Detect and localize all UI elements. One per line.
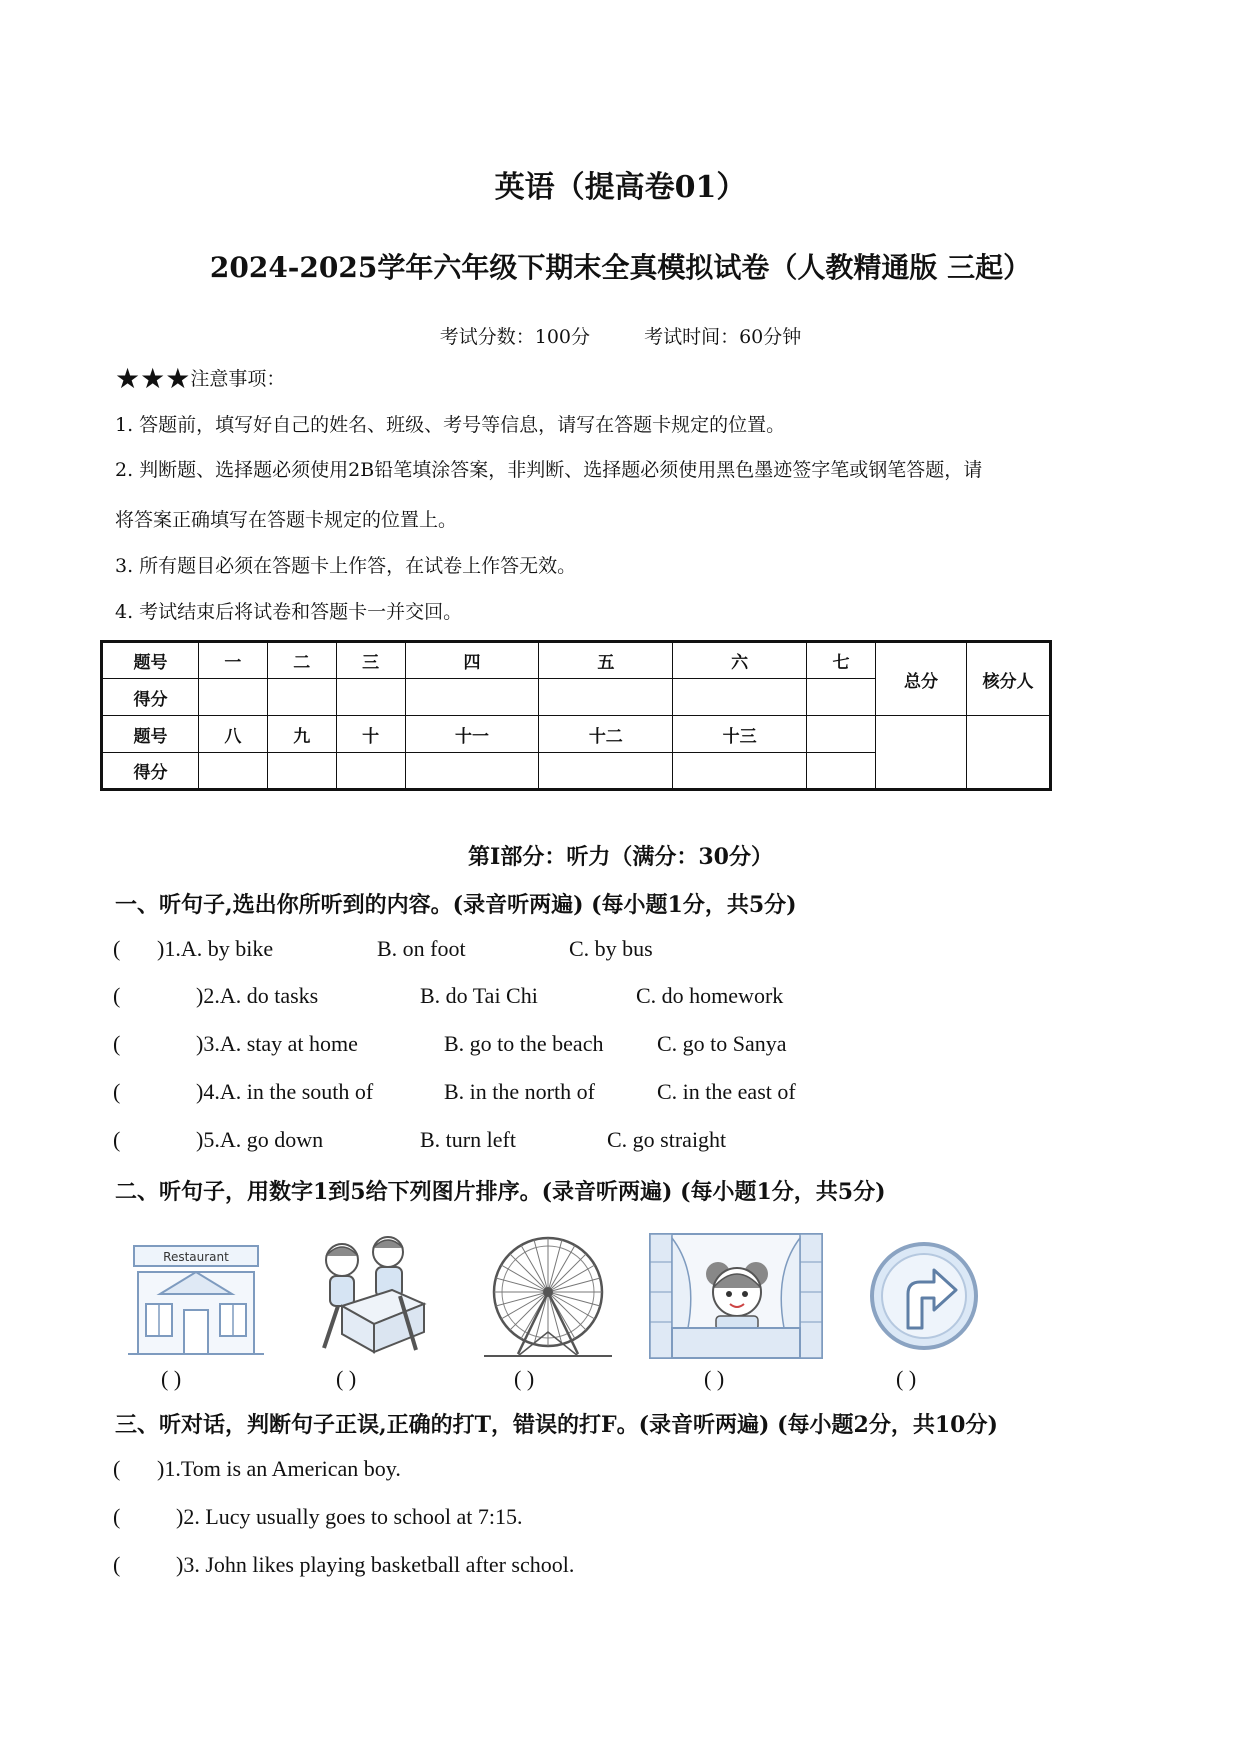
col-2: 二 (267, 642, 336, 679)
score-cell[interactable] (807, 753, 876, 790)
section1-heading: 一、听句子,选出你所听到的内容。(录音听两遍) (每小题1分，共5分) (115, 892, 797, 918)
option-a: )5.A. go down (196, 1127, 324, 1152)
section2-heading: 二、听句子，用数字1到5给下列图片排序。(录音听两遍) (每小题1分，共5分) (115, 1179, 886, 1205)
picture-answer-blank[interactable]: ( ) (514, 1366, 535, 1391)
notice-item: 1. 答题前，填写好自己的姓名、班级、考号等信息，请写在答题卡规定的位置。 (115, 414, 786, 436)
tf-statement: )1.Tom is an American boy. (157, 1456, 401, 1481)
option-a: )2.A. do tasks (196, 983, 319, 1008)
label-question-number: 题号 (102, 716, 199, 753)
answer-paren[interactable]: ( (113, 1456, 121, 1481)
wheel-spoke (548, 1278, 600, 1292)
col-6: 六 (673, 642, 807, 679)
score-cell[interactable] (267, 679, 336, 716)
label-score: 得分 (102, 753, 199, 790)
option-a: )1.A. by bike (157, 936, 274, 961)
restaurant-picture (128, 1232, 264, 1360)
checker-cell[interactable] (967, 716, 1051, 790)
col-11: 十一 (405, 716, 539, 753)
option-b: B. on foot (377, 936, 466, 961)
score-cell[interactable] (539, 679, 673, 716)
answer-paren[interactable]: ( (113, 983, 121, 1008)
col-9: 九 (267, 716, 336, 753)
notice-item: 3. 所有题目必须在答题卡上作答，在试卷上作答无效。 (115, 555, 577, 577)
option-c: C. do homework (636, 983, 784, 1008)
option-b: B. go to the beach (444, 1031, 604, 1056)
turn-right-sign-picture (864, 1232, 984, 1360)
col-4: 四 (405, 642, 539, 679)
option-b: B. in the north of (444, 1079, 595, 1104)
answer-paren[interactable]: ( (113, 1031, 121, 1056)
option-a: )4.A. in the south of (196, 1079, 374, 1104)
score-cell[interactable] (336, 753, 405, 790)
score-cell[interactable] (539, 753, 673, 790)
checker-label: 核分人 (967, 642, 1051, 716)
answer-paren[interactable]: ( (113, 1552, 121, 1577)
time-info: 考试时间：60分钟 (644, 326, 802, 348)
picture-answer-blank[interactable]: ( ) (161, 1366, 182, 1391)
picture-answer-blank[interactable]: ( ) (896, 1366, 917, 1391)
wheel-spoke (548, 1292, 600, 1306)
wheel-spoke (548, 1240, 562, 1292)
col-7: 七 (807, 642, 876, 679)
score-cell[interactable] (673, 753, 807, 790)
star-icon: ★★★ (115, 362, 191, 395)
answer-paren[interactable]: ( (113, 1504, 121, 1529)
col-3: 三 (336, 642, 405, 679)
label-question-number: 题号 (102, 642, 199, 679)
label-score: 得分 (102, 679, 199, 716)
ferris-wheel-picture (478, 1232, 618, 1360)
score-cell[interactable] (267, 753, 336, 790)
score-info: 考试分数：100分 (439, 326, 591, 348)
score-cell[interactable] (673, 679, 807, 716)
tf-statement: )2. Lucy usually goes to school at 7:15. (176, 1504, 523, 1529)
option-c: C. in the east of (657, 1079, 796, 1104)
wheel-spoke (496, 1278, 548, 1292)
col-10: 十 (336, 716, 405, 753)
score-cell[interactable] (336, 679, 405, 716)
option-c: C. by bus (569, 936, 653, 961)
notice-item: 2. 判断题、选择题必须使用2B铅笔填涂答案，非判断、选择题必须使用黑色墨迹签字笔或钢笔答题，请 (115, 459, 983, 481)
picture-answer-blank[interactable]: ( ) (704, 1366, 725, 1391)
answer-paren[interactable]: ( (113, 936, 121, 961)
tf-statement: )3. John likes playing basketball after school. (176, 1552, 575, 1577)
total-label: 总分 (876, 642, 967, 716)
answer-paren[interactable]: ( (113, 1079, 121, 1104)
score-cell[interactable] (405, 679, 539, 716)
section3-heading: 三、听对话，判断句子正误,正确的打T，错误的打F。(录音听两遍) (每小题2分，共10分) (115, 1412, 998, 1438)
exam-meta (0, 322, 1241, 349)
col-1: 一 (199, 642, 268, 679)
option-a: )3.A. stay at home (196, 1031, 358, 1056)
part1-heading: 第Ⅰ部分：听力（满分：30分） (468, 844, 773, 870)
option-b: B. do Tai Chi (420, 983, 538, 1008)
restaurant-sign: Restaurant (163, 1250, 229, 1264)
col-5: 五 (539, 642, 673, 679)
option-c: C. go straight (607, 1127, 727, 1152)
answer-paren[interactable]: ( (113, 1127, 121, 1152)
col-12: 十二 (539, 716, 673, 753)
option-c: C. go to Sanya (657, 1031, 787, 1056)
wheel-spoke (534, 1240, 548, 1292)
col-8: 八 (199, 716, 268, 753)
score-cell[interactable] (199, 753, 268, 790)
total-cell[interactable] (876, 716, 967, 790)
notice-label: 注意事项： (190, 368, 286, 390)
notice-item: 4. 考试结束后将试卷和答题卡一并交回。 (115, 601, 463, 623)
option-b: B. turn left (420, 1127, 516, 1152)
exam-subtitle: 2024-2025学年六年级下期末全真模拟试卷（人教精通版 三起） (209, 251, 1032, 284)
score-cell[interactable] (405, 753, 539, 790)
col-empty (807, 716, 876, 753)
exam-title: 英语（提高卷01） (494, 170, 747, 205)
col-13: 十三 (673, 716, 807, 753)
notice-item: 将答案正确填写在答题卡规定的位置上。 (115, 509, 458, 531)
wheel-spoke (496, 1292, 548, 1306)
score-table (100, 640, 1052, 791)
notice-heading (115, 362, 285, 395)
boys-box-picture (302, 1232, 442, 1360)
picture-answer-blank[interactable]: ( ) (336, 1366, 357, 1391)
girl-window-picture (648, 1232, 824, 1360)
score-cell[interactable] (199, 679, 268, 716)
score-cell[interactable] (807, 679, 876, 716)
